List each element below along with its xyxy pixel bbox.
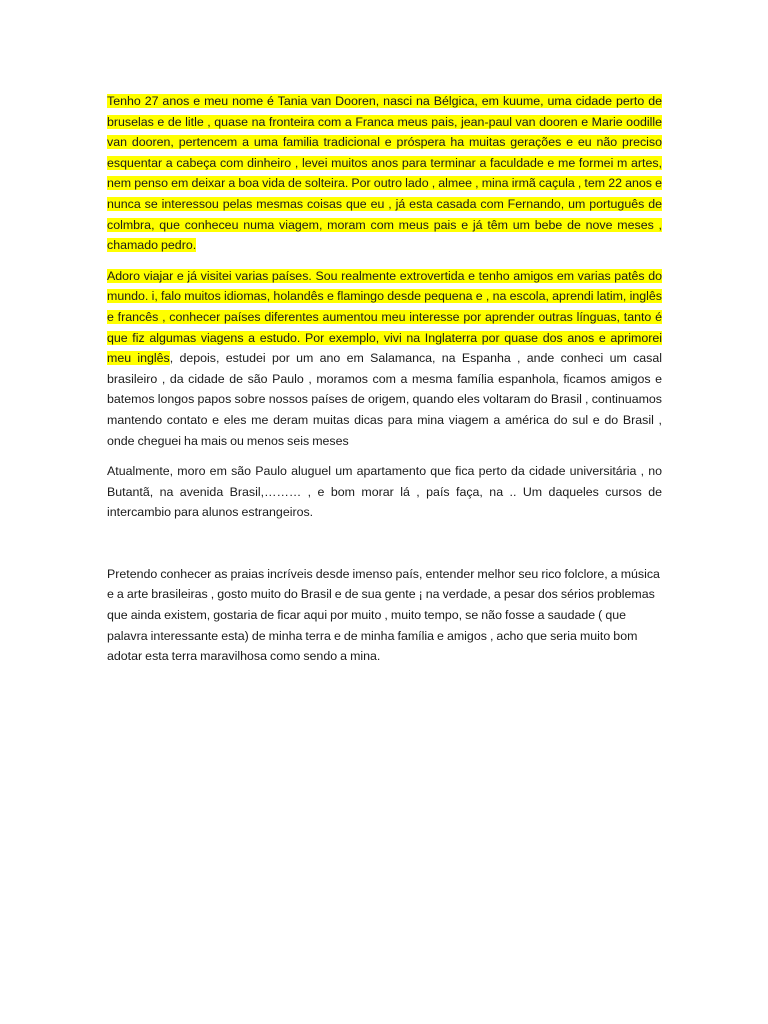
body-text: Pretendo conhecer as praias incríveis desde imenso país, entender melhor seu rico folclore, a música e a arte brasileiras , gosto muito do Brasil e de sua gente ¡ na verdade, a pesar dos sérios problemas que ainda existem, gostaria de ficar aqui por muito , muito tempo, se não fosse a saudade ( que palavra interessante esta) de minha terra e de minha família e amigos , acho que seria muito bom adotar esta terra maravilhosa como sendo a mina. [107,566,660,664]
body-text: , depois, estudei por um ano em Salamanca, na Espanha , ande conheci um casal brasileiro , da cidade de são Paulo , moramos com a mesma família espanhola, ficamos amigos e batemos longos papos sobre nossos países de origem, quando eles voltaram do Brasil , continuamos mantendo contato e eles me deram muitas dicas para mina viagem a américa do sul e do Brasil , onde cheguei ha mais ou menos seis meses [107,351,662,448]
paragraph-travel [107,266,662,451]
highlighted-text: Adoro viajar e já visitei varias países. Sou realmente extrovertida e tenho amigos em varias patês do mundo. i, falo muitos idiomas, holandês e flamingo desde pequena e , na escola, aprendi latim, inglês e francês , conhecer países diferentes aumentou meu interesse por aprender outras línguas, tanto é que fiz algumas viagens a estudo. Por exemplo, vivi na Inglaterra por quase dos anos e aprimorei meu inglês [107,268,662,366]
document-body [107,91,662,667]
highlighted-text: Tenho 27 anos e meu nome é Tania van Dooren, nasci na Bélgica, em kuume, uma cidade perto de bruselas e de litle , quase na fronteira com a Franca meus pais, jean-paul van dooren e Marie oodille van dooren, pertencem a uma familia tradicional e próspera ha muitas gerações e eu não preciso esquentar a cabeça com dinheiro , levei muitos anos para terminar a faculdade e me formei m artes, nem penso em deixar a boa vida de solteira. Por outro lado , almee , mina irmã caçula , tem 22 anos e nunca se interessou pelas mesmas coisas que eu , já esta casada com Fernando, um português de colmbra, que conheceu numa viagem, moram com meus pais e já têm um bebe de nove meses , chamado pedro. [107,94,662,253]
paragraph-intro [107,91,662,256]
paragraph-plans [107,564,662,667]
paragraph-current-life [107,461,662,523]
body-text: Atualmente, moro em são Paulo aluguel um apartamento que fica perto da cidade universitária , no Butantã, na avenida Brasil,……… , e bom morar lá , país faça, na .. Um daqueles cursos de intercambio para alunos estrangeiros. [107,464,662,520]
